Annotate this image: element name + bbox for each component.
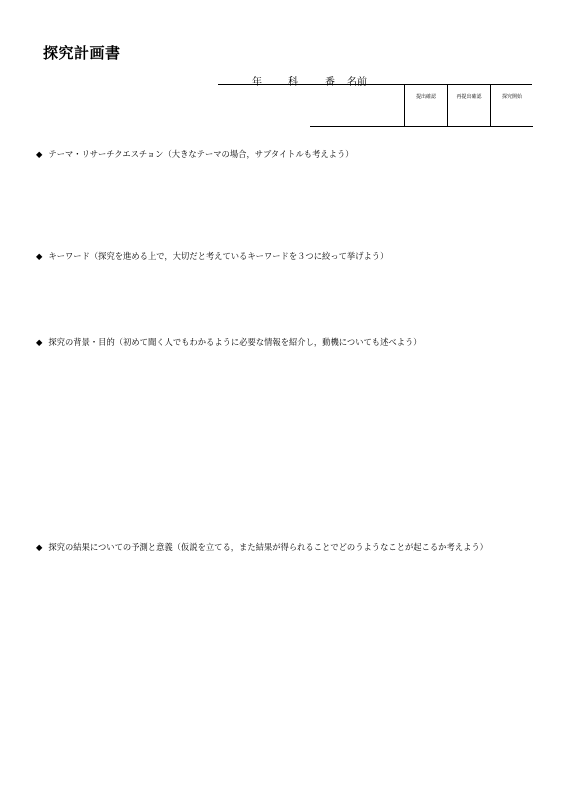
stamp-spacer [310, 84, 405, 127]
section-prediction-heading [36, 541, 488, 553]
section-label: 探究の結果についての予測と意義（仮説を立てる，また結果が得られることでどのうようなことが起こるか考えよう） [48, 542, 488, 552]
section-label: 探究の背景・目的（初めて聞く人でもわかるように必要な情報を紹介し，動機についても述べよう） [48, 337, 422, 347]
section-background-heading [36, 336, 422, 348]
section-label: キーワード（探究を進める上で，大切だと考えているキーワードを３つに絞って挙げよう） [48, 251, 389, 261]
stamp-label: 提出確認 [415, 94, 436, 100]
stamp-label: 探究開始 [501, 94, 522, 100]
diamond-bullet-icon: ◆ [36, 337, 43, 347]
section-theme-heading [36, 148, 354, 160]
diamond-bullet-icon: ◆ [36, 251, 43, 261]
section-label: テーマ・リサーチクエスチョン（大きなテーマの場合，サブタイトルも考えよう） [48, 149, 354, 159]
stamp-label: 再提出確認 [456, 94, 482, 100]
stamp-box-start[interactable] [491, 84, 534, 127]
stamp-box-submit[interactable] [405, 84, 448, 127]
diamond-bullet-icon: ◆ [36, 149, 43, 159]
section-keywords-heading [36, 250, 388, 262]
page-title: 探究計画書 [43, 44, 121, 62]
name-label: 名前 [347, 77, 367, 88]
diamond-bullet-icon: ◆ [36, 542, 43, 552]
stamp-box-resubmit[interactable] [448, 84, 491, 127]
confirmation-stamp-table [310, 84, 533, 127]
year-label: 年 [252, 77, 262, 88]
number-label: 番 [325, 77, 335, 88]
department-label: 科 [288, 77, 298, 88]
